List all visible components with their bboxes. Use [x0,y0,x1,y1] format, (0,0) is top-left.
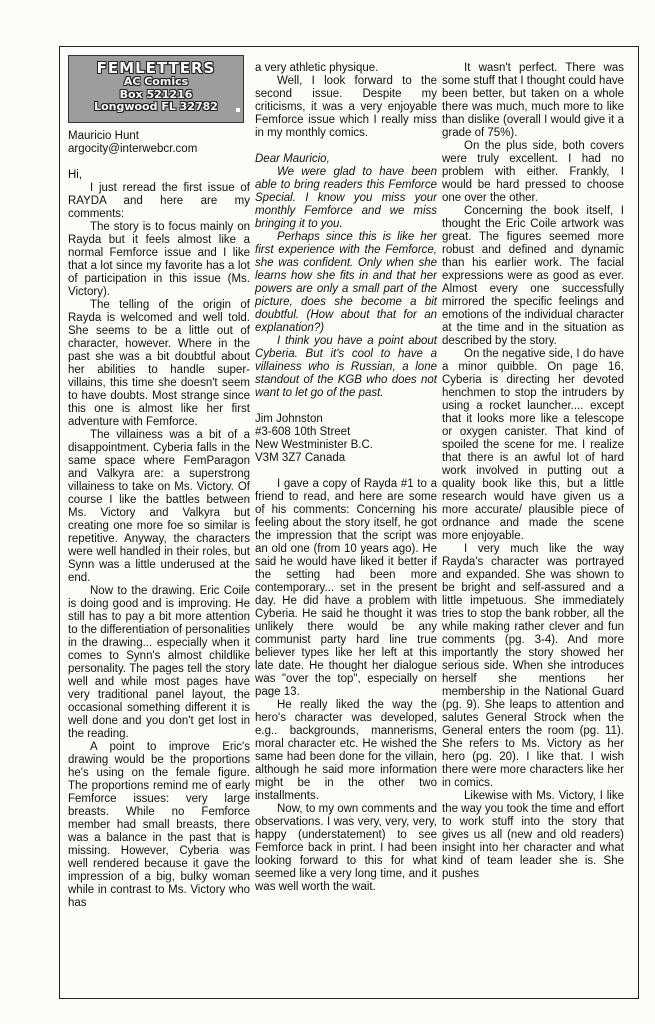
sender-email: argocity@interwebcr.com [68,143,198,155]
reply-paragraph: I think you have a point about Cyberia. But it's cool to have a villainess who is Russian, a lone standout of the KGB who does not want to let go of the past. [255,335,437,399]
letter1-paragraph: The villainess was a bit of a disappointment. Cyberia falls in the same space where FemParagon and Valkyra are: a superstrong villainess to take on Ms. Victory. Of course I like the battles between Ms. Victory and Valkyra but creating one more foe so similar is repetitive. Anyway, the characters were well handled in their roles, but Synn was a little underused at the end. [68,429,250,584]
header-title: FEMLETTERS [96,59,216,77]
reply-salutation: Dear Mauricio, [255,153,330,165]
reply-paragraph: Perhaps since this is like her first experience with the Femforce, she was confident. Only when she learns how she fits in and that her powers are only a small part of the picture, does she become a bit doubtful. (How about that for an explanation?) [255,231,437,334]
sender-name: Mauricio Hunt [68,130,139,142]
address-line: Jim Johnston [255,413,323,425]
letter2-paragraph: Likewise with Ms. Victory, I like the way you took the time and effort to work stuff into the story that gives us all (new and old readers) insight into her character and what kind of team leader she is. She pushes [442,790,624,880]
header-line-2: Box 521216 [119,87,193,101]
sender-address [255,413,437,465]
letter1-paragraph: The story is to focus mainly on Rayda but it feels almost like a normal Femforce issue and I like that a lot since my favorite has a lot of participation in this issue (Ms. Victory). [68,221,250,298]
letter1-paragraph: A point to improve Eric's drawing would be the proportions he's using on the female figure. The proportions remind me of early Femforce issues: very large breasts. While no Femforce member had small breasts, there was a balance in the past that is missing. However, Cyberia was well rendered because it gave the impression of a big, bulky woman while in contrast to Ms. Victory who has [68,741,250,909]
letter1-paragraph: Well, I look forward to the second issue. Despite my criticisms, it was a very enjoyable Femforce issue which I really miss in my monthly comics. [255,75,437,139]
letter2-paragraph: I very much like the way Rayda's character was portrayed and expanded. She was shown to be bright and self-assured and a little impetuous. She immediately tries to stop the bank robber, all the while making rather clever and fun comments (pg. 3-4). And more importantly the story showed her serious side. When she introduces herself she mentions her membership in the National Guard (pg. 9). She leaps to attention and salutes General Strock when the General enters the room (pg. 11). She refers to Ms. Victory as her hero (pg. 20). I like that. I wish there were more characters like her in comics. [442,543,624,789]
letter1-paragraph: I just reread the first issue of RAYDA and here are my comments: [68,182,250,220]
column-1 [68,130,250,910]
address-line: New Westminister B.C. [255,439,374,451]
letter2-paragraph: Now, to my own comments and observations. I was very, very, very, happy (understatement) to see Femforce back in print. I had been looking forward to this for what seemed like a very long time, and it was well worth the wait. [255,803,437,893]
header-corner-mark [236,108,240,112]
address-line: #3-608 10th Street [255,426,351,438]
letter2-paragraph: On the negative side, I do have a minor quibble. On page 16, Cyberia is directing her devoted henchmen to stop the intruders by using a rocket launcher.... except that it looks more like a telescope or oxygen canister. That kind of spoiled the scene for me. I realize that there is an awful lot of hard work involved in putting out a quality book like this, but a little research would have given us a more accurate/ plausible piece of ordnance and made the scene more enjoyable. [442,348,624,542]
letter1-paragraph: Now to the drawing. Eric Coile is doing good and is improving. He still has to pay a bit more attention to the differentiation of personalities in the drawing... especially when it comes to Synn's almost childlike personality. The pages tell the story well and while most pages have very traditional panel layout, the occasional something different it is well done and you don't get lost in the reading. [68,585,250,740]
reply-paragraph: We were glad to have been able to bring readers this Femforce Special. I know you miss your monthly Femforce and we miss bringing it to you. [255,166,437,230]
header-line-3: Longwood FL 32782 [94,100,218,113]
letter-salutation: Hi, [68,169,83,181]
letter2-paragraph: On the plus side, both covers were truly excellent. I had no problem with either. Frankly, I would be hard pressed to choose one over the other. [442,140,624,204]
letter1-paragraph: a very athletic physique. [255,62,379,74]
letter2-paragraph: It wasn't perfect. There was some stuff that I thought could have been better, but taken on a whole there was much, much more to like than dislike (overall I would give it a grade of 75%). [442,62,624,139]
letter2-paragraph: He really liked the way the hero's character was developed, e.g.. backgrounds, mannerisms, moral character etc. He wished the same had been done for the villain, although he said more information might be in the other two installments. [255,699,437,802]
header-line-1: AC Comics [123,75,189,88]
column-3 [442,62,624,881]
column-2 [255,62,437,894]
letter1-paragraph: The telling of the origin of Rayda is welcomed and well told. She seems to be a little out of character, however. Where in the past she was a bit doubtful about her abilities to handle super-villains, this time she doesn't seem to have doubts. Most strange since this one is almost like her first adventure with Femforce. [68,299,250,428]
address-line: V3M 3Z7 Canada [255,452,346,464]
letter2-paragraph: I gave a copy of Rayda #1 to a friend to read, and here are some of his comments: Concerning his feeling about the story itself, he got the impression that the script was an old one (from 10 years ago). He said he would have liked it better if the setting had been more contemporary... set in the present day. He did have a problem with Cyberia. He said he thought it was unlikely there would be any communist party hard line true believer types like her left at this late date. He thought her dialogue was "over the top", especially on page 13. [255,478,437,698]
letter2-paragraph: Concerning the book itself, I thought the Eric Coile artwork was great. The figures seemed more robust and defined and dynamic than his earlier work. The facial expressions were as good as ever. Almost every one successfully mirrored the specific feelings and emotions of the individual character at the time and in the situation as described by the story. [442,205,624,347]
femletters-header-box [68,55,244,123]
